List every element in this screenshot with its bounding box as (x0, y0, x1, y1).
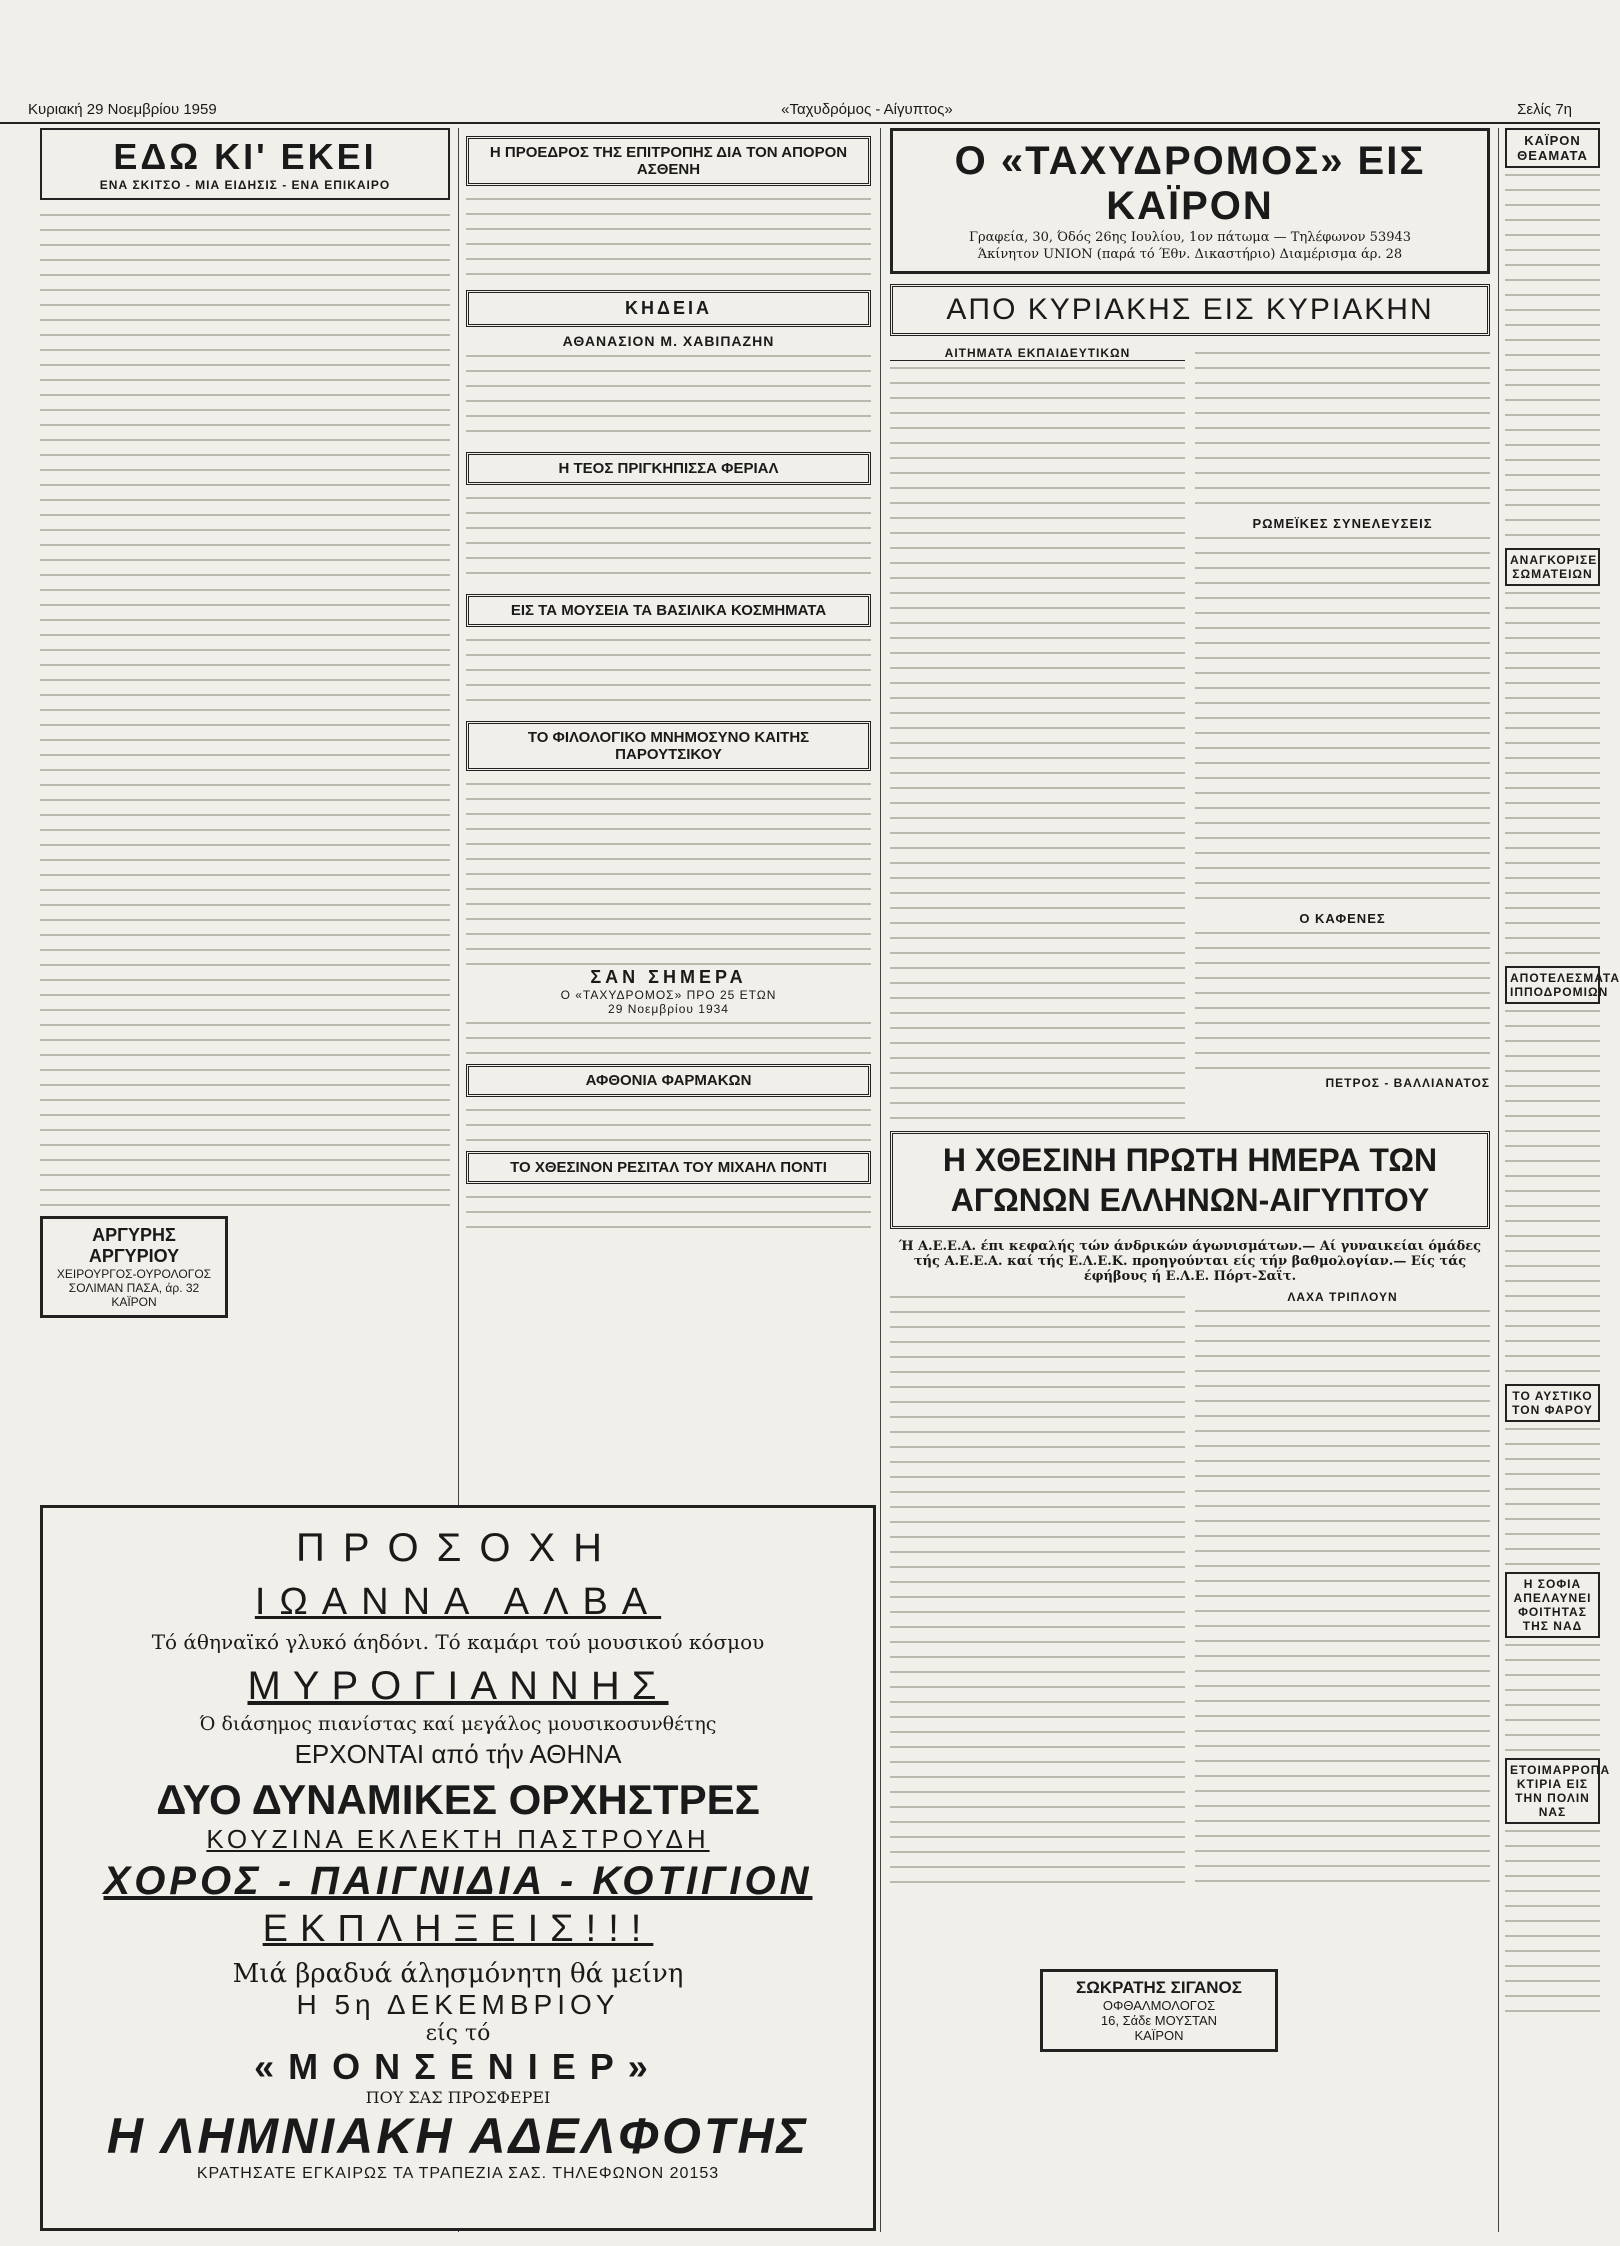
section-title: ΑΠΟ ΚΥΡΙΑΚΗΣ ΕΙΣ ΚΥΡΙΑΚΗΝ (890, 284, 1490, 336)
ad-title: ΑΡΓΥΡΗΣ ΑΡΓΥΡΙΟΥ (88, 1225, 180, 1266)
ad-date: Η 5η ΔΕΚΕΜΒΡΙΟΥ (296, 1989, 620, 2020)
masthead-line: Γραφεία, 30, Όδός 26ης Ιουλίου, 1ον πάτωμα — Τηλέφωνον 53943 (968, 230, 1412, 245)
article-body (466, 192, 871, 282)
headline: ΕΤΟΙΜΑΡΡΟΠΑ ΚΤΙΡΙΑ ΕΙΣ ΤΗΝ ΠΟΛΙΝ ΝΑΣ (1505, 1758, 1600, 1824)
article-body (890, 1290, 1185, 1890)
ad-line: ΣΟΛΙΜΑΝ ΠΑΣΑ, άρ. 32 (68, 1281, 200, 1295)
ad-attention: ΠΡΟΣΟΧΗ (295, 1526, 621, 1570)
ad-surprise: ΕΚΠΛΗΞΕΙΣ!!! (262, 1908, 654, 1950)
ad-singer-desc: Τό άθηναϊκό γλυκό άηδόνι. Τό καμάρι τού μουσικού κόσμου (151, 1630, 765, 1654)
masthead (890, 128, 1490, 274)
article-body (40, 208, 450, 1208)
headline: ΚΗΔΕΙΑ (466, 290, 871, 327)
ad-singer: ΙΩΑΝΝΑ ΑΛΒΑ (254, 1581, 662, 1623)
ad-at: είς τό (425, 2021, 491, 2046)
ad-footer: ΚΡΑΤΗΣΑΤΕ ΕΓΚΑΙΡΩΣ ΤΑ ΤΡΑΠΕΖΙΑ ΣΑΣ. ΤΗΛΕΦΩΝΟΝ 20153 (196, 2165, 720, 2182)
sports-headline: Η ΧΘΕΣΙΝΗ ΠΡΩΤΗ ΗΜΕΡΑ ΤΩΝ ΑΓΩΝΩΝ ΕΛΛΗΝΩΝ-ΑΙΓΥΠΤΟΥ (890, 1131, 1490, 1229)
article-body (1505, 1422, 1600, 1572)
listings (1505, 168, 1600, 548)
headline: Η ΤΕΟΣ ΠΡΙΓΚΗΠΙΣΣΑ ΦΕΡΙΑΛ (466, 452, 871, 485)
column-subtitle: ΕΝΑ ΣΚΙΤΣΟ - ΜΙΑ ΕΙΔΗΣΙΣ - ΕΝΑ ΕΠΙΚΑΙΡΟ (99, 178, 391, 192)
headline: Η ΣΟΦΙΑ ΑΠΕΛΑΥΝΕΙ ΦΟΙΤΗΤΑΣ ΤΗΣ ΝΑΔ (1505, 1572, 1600, 1638)
column-5 (1505, 128, 1620, 2232)
doctor-ad (40, 1216, 228, 1318)
article-body (1505, 1824, 1600, 2024)
sports-subheading: Ή Α.Ε.Ε.Α. έπι κεφαλής τών άνδρικών άγωνισμάτων.— Αί γυναικείαι όμάδες τής Α.Ε.Ε.Α. καί τής Ε.Λ.Ε.Κ. προηγούνται είς τήν βαθμολογίαν.— Είς τάς έφήβους ή Ε.Λ.Ε. Πόρτ-Σαΐτ. (898, 1239, 1482, 1284)
ad-party: ΧΟΡΟΣ - ΠΑΙΓΝΙΔΙΑ - ΚΟΤΙΓΙΟΝ (103, 1859, 813, 1903)
article-body (466, 633, 871, 713)
article-body (890, 361, 1185, 1121)
page-header (0, 96, 1600, 124)
headline: ΤΟ ΑΥΣΤΙΚΟ ΤΟΝ ΦΑΡΟΥ (1505, 1384, 1600, 1422)
ad-pianist-desc: Ό διάσημος πιανίστας καί μεγάλος μουσικοσυνθέτης (199, 1713, 717, 1735)
article-body (466, 777, 871, 967)
ad-title: ΣΩΚΡΑΤΗΣ ΣΙΓΑΝΟΣ (1076, 1978, 1242, 1997)
article-body (466, 1103, 871, 1143)
ad-venue: «ΜΟΝΣΕΝΙΕΡ» (254, 2046, 662, 2087)
paper-name: «Ταχυδρόμος - Αίγυπτος» (781, 100, 953, 118)
subheading: ΑΙΤΗΜΑΤΑ ΕΚΠΑΙΔΕΥΤΙΚΩΝ (890, 346, 1185, 361)
deceased-name: ΑΘΑΝΑΣΙΟΝ Μ. ΧΑΒΙΠΑΖΗΝ (562, 333, 775, 349)
headline: ΚΑΪΡΟΝ ΘΕΑΜΑΤΑ (1505, 128, 1600, 168)
article-body (1195, 531, 1490, 911)
subheading: ΡΩΜΕΪΚΕΣ ΣΥΝΕΛΕΥΣΕΙΣ (1252, 516, 1433, 531)
byline: ΠΕΤΡΟΣ - ΒΑΛΛΙΑΝΑΤΟΣ (1325, 1076, 1490, 1090)
ophthalmologist-ad (1040, 1969, 1278, 2052)
subheading: Ο «ΤΑΧΥΔΡΟΜΟΣ» ΠΡΟ 25 ΕΤΩΝ (560, 988, 777, 1002)
ad-night: Μιά βραδυά άλησμόνητη θά μείνη (232, 1959, 684, 1989)
ad-organizer: Η ΛΗΜΝΙΑΚΗ ΑΔΕΛΦΟΤΗΣ (106, 2108, 810, 2164)
ad-line: ΟΦΘΑΛΜΟΛΟΓΟΣ (1102, 1998, 1216, 2013)
ad-line: ΚΑΪΡΟΝ (1134, 2028, 1184, 2043)
headline: ΑΝΑΓΚΟΡΙΣΕ ΣΩΜΑΤΕΙΩΝ (1505, 548, 1600, 586)
article-body (1195, 926, 1490, 1076)
ad-pianist: ΜΥΡΟΓΙΑΝΝΗΣ (247, 1664, 669, 1708)
results-heading: ΛΑΧΑ ΤΡΙΠΛΟΥΝ (1287, 1290, 1398, 1304)
column-title: ΕΔΩ ΚΙ' ΕΚΕΙ (113, 136, 377, 177)
headline: ΕΙΣ ΤΑ ΜΟΥΣΕΙΑ ΤΑ ΒΑΣΙΛΙΚΑ ΚΟΣΜΗΜΑΤΑ (466, 594, 871, 627)
issue-date: Κυριακή 29 Νοεμβρίου 1959 (28, 100, 217, 118)
ad-line: 16, Σάδε ΜΟΥΣΤΑΝ (1100, 2013, 1218, 2028)
main-column (890, 128, 1490, 2232)
event-advertisement (40, 1505, 876, 2231)
article-body (1505, 586, 1600, 966)
ad-from: ΕΡΧΟΝΤΑΙ από τήν ΑΘΗΝΑ (294, 1739, 622, 1769)
article-body (466, 491, 871, 586)
ad-line: ΚΑΪΡΟΝ (111, 1295, 157, 1309)
article-body (1505, 1638, 1600, 1758)
article-body (1195, 346, 1490, 516)
ad-kitchen: ΚΟΥΖΙΝΑ ΕΚΛΕΚΤΗ ΠΑΣΤΡΟΥΔΗ (206, 1824, 710, 1854)
masthead-title: Ο «ΤΑΧΥΔΡΟΜΟΣ» ΕΙΣ ΚΑΪΡΟΝ (954, 139, 1426, 228)
results-table (1195, 1304, 1490, 1884)
headline: Η ΠΡΟΕΔΡΟΣ ΤΗΣ ΕΠΙΤΡΟΠΗΣ ΔΙΑ ΤΟΝ ΑΠΟΡΟΝ ΑΣΘΕΝΗ (466, 136, 871, 186)
ad-offer: ΠΟΥ ΣΑΣ ΠΡΟΣΦΕΡΕΙ (365, 2088, 551, 2107)
column-title-box (40, 128, 450, 200)
column-rule (880, 128, 881, 2232)
masthead-line: Άκίνητον UNION (παρά τό Έθν. Δικαστήριο) Διαμέρισμα άρ. 28 (977, 247, 1403, 262)
ad-orchestras: ΔΥΟ ΔΥΝΑΜΙΚΕΣ ΟΡΧΗΣΤΡΕΣ (156, 1776, 760, 1823)
column-rule (1498, 128, 1499, 2232)
headline: ΑΠΟΤΕΛΕΣΜΑΤΑ ΙΠΠΟΔΡΟΜΙΩΝ (1505, 966, 1600, 1004)
results-table (1505, 1004, 1600, 1384)
article-body (466, 349, 871, 444)
headline: ΤΟ ΦΙΛΟΛΟΓΙΚΟ ΜΝΗΜΟΣΥΝΟ ΚΑΙΤΗΣ ΠΑΡΟΥΤΣΙΚΟΥ (466, 721, 871, 771)
ad-line: ΧΕΙΡΟΥΡΓΟΣ-ΟΥΡΟΛΟΓΟΣ (56, 1267, 212, 1281)
headline: ΑΦΘΟΝΙΑ ΦΑΡΜΑΚΩΝ (466, 1064, 871, 1097)
headline: ΣΑΝ ΣΗΜΕΡΑ (590, 967, 747, 987)
headline: ΤΟ ΧΘΕΣΙΝΟΝ ΡΕΣΙΤΑΛ ΤΟΥ ΜΙΧΑΗΛ ΠΟΝΤΙ (466, 1151, 871, 1184)
page-number: Σελίς 7η (1517, 100, 1572, 118)
article-body (466, 1190, 871, 1240)
subheading-date: 29 Νοεμβρίου 1934 (608, 1002, 729, 1016)
article-body (466, 1016, 871, 1056)
subheading: Ο ΚΑΦΕΝΕΣ (1299, 911, 1386, 926)
